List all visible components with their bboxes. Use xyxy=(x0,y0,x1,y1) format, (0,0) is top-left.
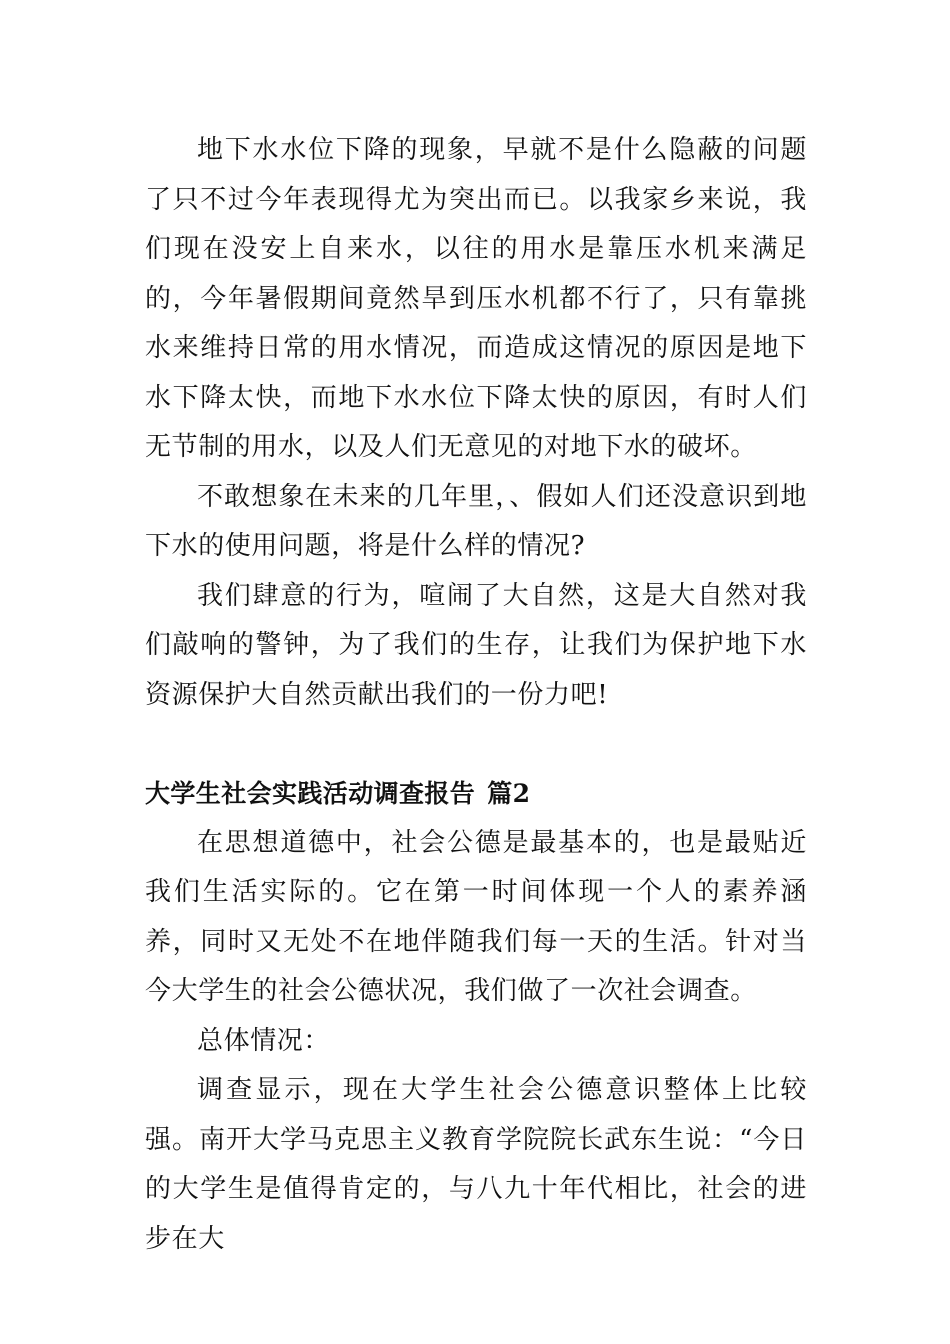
paragraph-groundwater-decline: 地下水水位下降的现象，早就不是什么隐蔽的问题了只不过今年表现得尤为突出而已。以我家乡来说，我们现在没安上自来水，以往的用水是靠压水机来满足的，今年暑假期间竟然旱到压水机都不行了，只有靠挑水来维持日常的用水情况，而造成这情况的原因是地下水下降太快，而地下水水位下降太快的原因，有时人们无节制的用水，以及人们无意见的对地下水的破坏。 xyxy=(145,135,807,462)
paragraph-call-to-action: 我们肆意的行为，喧闹了大自然，这是大自然对我们敲响的警钟，为了我们的生存，让我们为保护地下水资源保护大自然贡献出我们的一份力吧! xyxy=(145,580,807,710)
section-heading xyxy=(145,769,807,819)
paragraph-future-concern: 不敢想象在未来的几年里，、假如人们还没意识到地下水的使用问题，将是什么样的情况? xyxy=(145,481,807,561)
section-heading-title: 大学生社会实践活动调查报告 xyxy=(145,779,476,808)
paragraph-social-morality-intro: 在思想道德中，社会公德是最基本的，也是最贴近我们生活实际的。它在第一时间体现一个人的素养涵养，同时又无处不在地伴随我们每一天的生活。针对当今大学生的社会公德状况，我们做了一次社会调查。 xyxy=(145,827,807,1006)
paragraph-overall-situation-label: 总体情况： xyxy=(197,1025,331,1056)
section-heading-number: 篇2 xyxy=(487,779,531,808)
document-page xyxy=(145,126,807,1264)
paragraph-survey-results: 调查显示，现在大学生社会公德意识整体上比较强。南开大学马克思主义教育学院院长武东生说：“今日的大学生是值得肯定的，与八九十年代相比，社会的进步在大 xyxy=(145,1075,807,1254)
